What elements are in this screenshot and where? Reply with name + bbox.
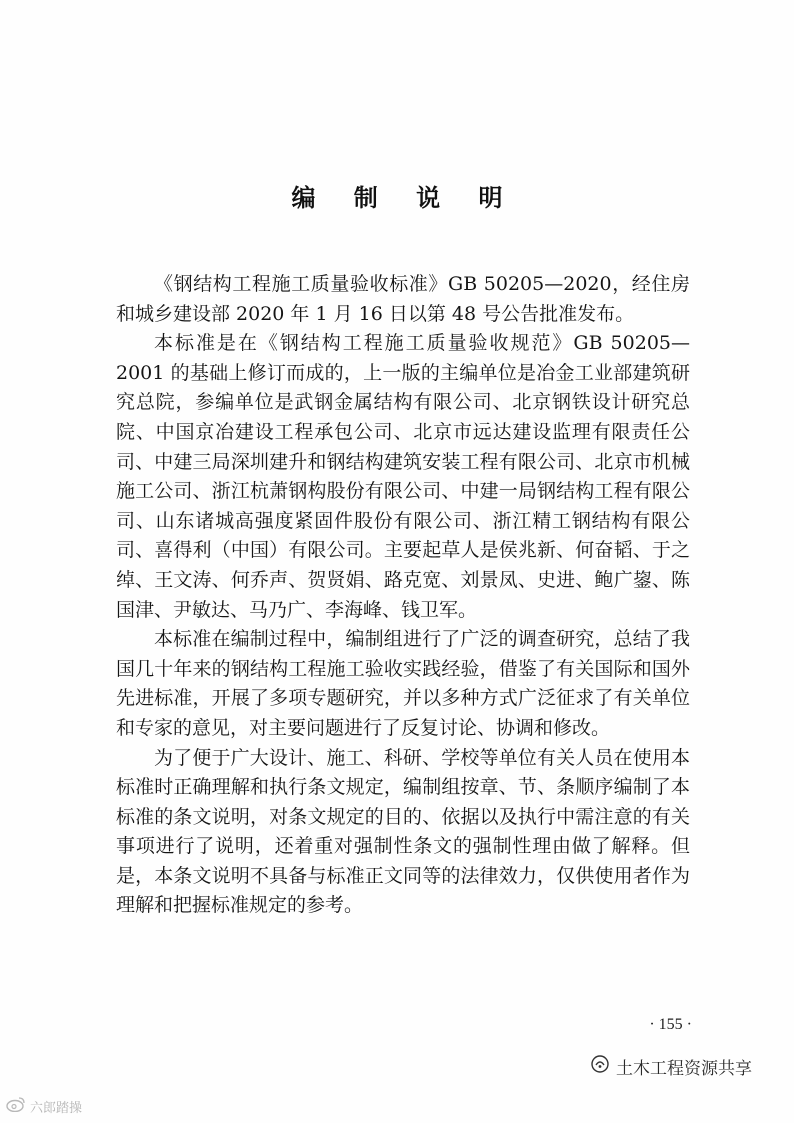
page-title: 编 制 说 明 bbox=[291, 184, 518, 212]
paragraph-4: 为了便于广大设计、施工、科研、学校等单位有关人员在使用本标准时正确理解和执行条文规定，编制组按章、节、条顺序编制了本标准的条文说明，对条文规定的目的、依据以及执行中需注意的有关事项进行了说明，还着重对强制性条文的强制性理由做了解释。但是，本条文说明不具备与标准正文同等的法律效力，仅供使用者作为理解和把握标准规定的参考。 bbox=[116, 746, 690, 917]
paragraph-1: 《钢结构工程施工质量验收标准》GB 50205—2020，经住房和城乡建设部 2020 年 1 月 16 日以第 48 号公告批准发布。 bbox=[116, 273, 690, 325]
watermark-left-text: 六郎踏操 bbox=[30, 1100, 83, 1116]
weibo-logo-icon bbox=[6, 1096, 26, 1116]
paragraph-3: 本标准在编制过程中，编制组进行了广泛的调查研究，总结了我国几十年来的钢结构工程施工验收实践经验，借鉴了有关国际和国外先进标准，开展了多项专题研究，并以多种方式广泛征求了有关单位和专家的意见，对主要问题进行了反复讨论、协调和修改。 bbox=[116, 628, 690, 739]
body-text bbox=[116, 270, 690, 921]
paragraph-2: 本标准是在《钢结构工程施工质量验收规范》GB 50205—2001 的基础上修订而成的，上一版的主编单位是冶金工业部建筑研究总院，参编单位是武钢金属结构有限公司、北京钢铁设计研究总院、中国京冶建设工程承包公司、北京市远达建设监理有限责任公司、中建三局深圳建升和钢结构建筑安装工程有限公司、北京市机械施工公司、浙江杭萧钢构股份有限公司、中建一局钢结构工程有限公司、山东诸城高强度紧固件股份有限公司、浙江精工钢结构有限公司、喜得利（中国）有限公司。主要起草人是侯兆新、何奋韬、于之绰、王文涛、何乔声、贺贤娟、路克宽、刘景凤、史进、鲍广鋆、陈国津、尹敏达、马乃广、李海峰、钱卫军。 bbox=[116, 332, 690, 621]
wechat-official-account-icon bbox=[590, 1054, 610, 1079]
watermark-right bbox=[590, 1054, 752, 1079]
watermark-right-text: 土木工程资源共享 bbox=[616, 1059, 752, 1079]
watermark-left bbox=[6, 1096, 82, 1116]
page-number: · 155 · bbox=[649, 1016, 692, 1033]
